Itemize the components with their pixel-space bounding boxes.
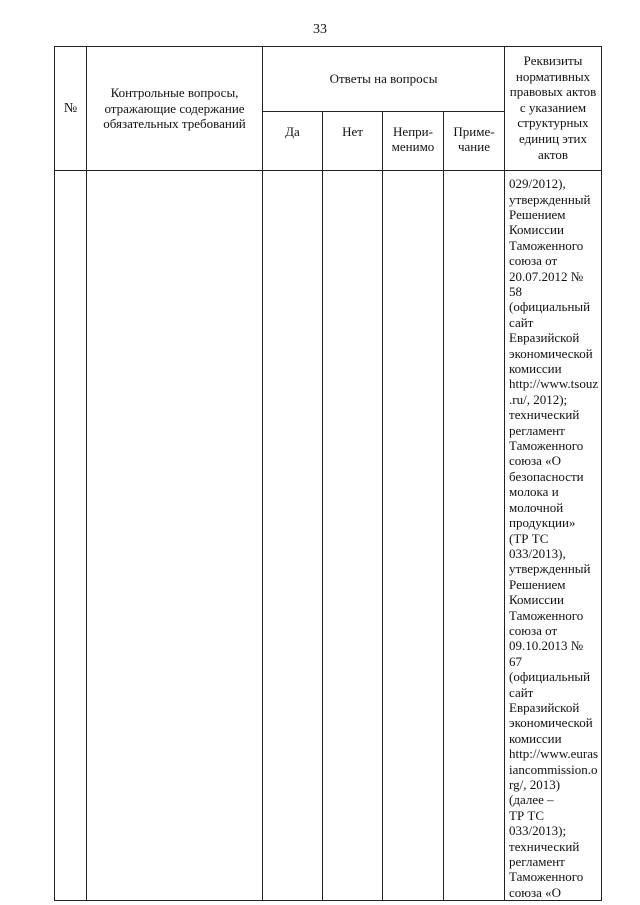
cell-number <box>55 171 87 901</box>
page-number: 33 <box>313 22 327 37</box>
header-requisites: Реквизиты нормативных правовых актов с указанием структурных единиц этих актов <box>505 47 602 171</box>
cell-not-applicable <box>383 171 444 901</box>
checklist-table <box>54 46 602 901</box>
header-not-applicable: Непри- менимо <box>383 112 444 171</box>
header-no: Нет <box>323 112 383 171</box>
cell-note <box>444 171 505 901</box>
cell-no <box>323 171 383 901</box>
table-row <box>55 171 602 901</box>
header-row <box>55 47 602 112</box>
header-yes: Да <box>263 112 323 171</box>
cell-question <box>87 171 263 901</box>
cell-yes <box>263 171 323 901</box>
header-questions: Контрольные вопросы, отражающие содержание обязательных требований <box>87 47 263 171</box>
header-number: № <box>55 47 87 171</box>
cell-requisites: 029/2012), утвержденный Решением Комиссии Таможенного союза от 20.07.2012 № 58 (официальный сайт Евразийской экономической комиссии http://www.tsouz .ru/, 2012); технический регламент Таможенного союза «О безопасности молока и молочной продукции» (ТР ТС 033/2013), утвержденный Решением Комиссии Таможенного союза от 09.10.2013 № 67 (официальный сайт Евразийской экономической комиссии http://www.euras iancommission.o rg/, 2013) (далее – ТР ТС 033/2013); технический регламент Таможенного союза «О <box>505 171 602 901</box>
header-note: Приме- чание <box>444 112 505 171</box>
header-answers: Ответы на вопросы <box>263 47 505 112</box>
